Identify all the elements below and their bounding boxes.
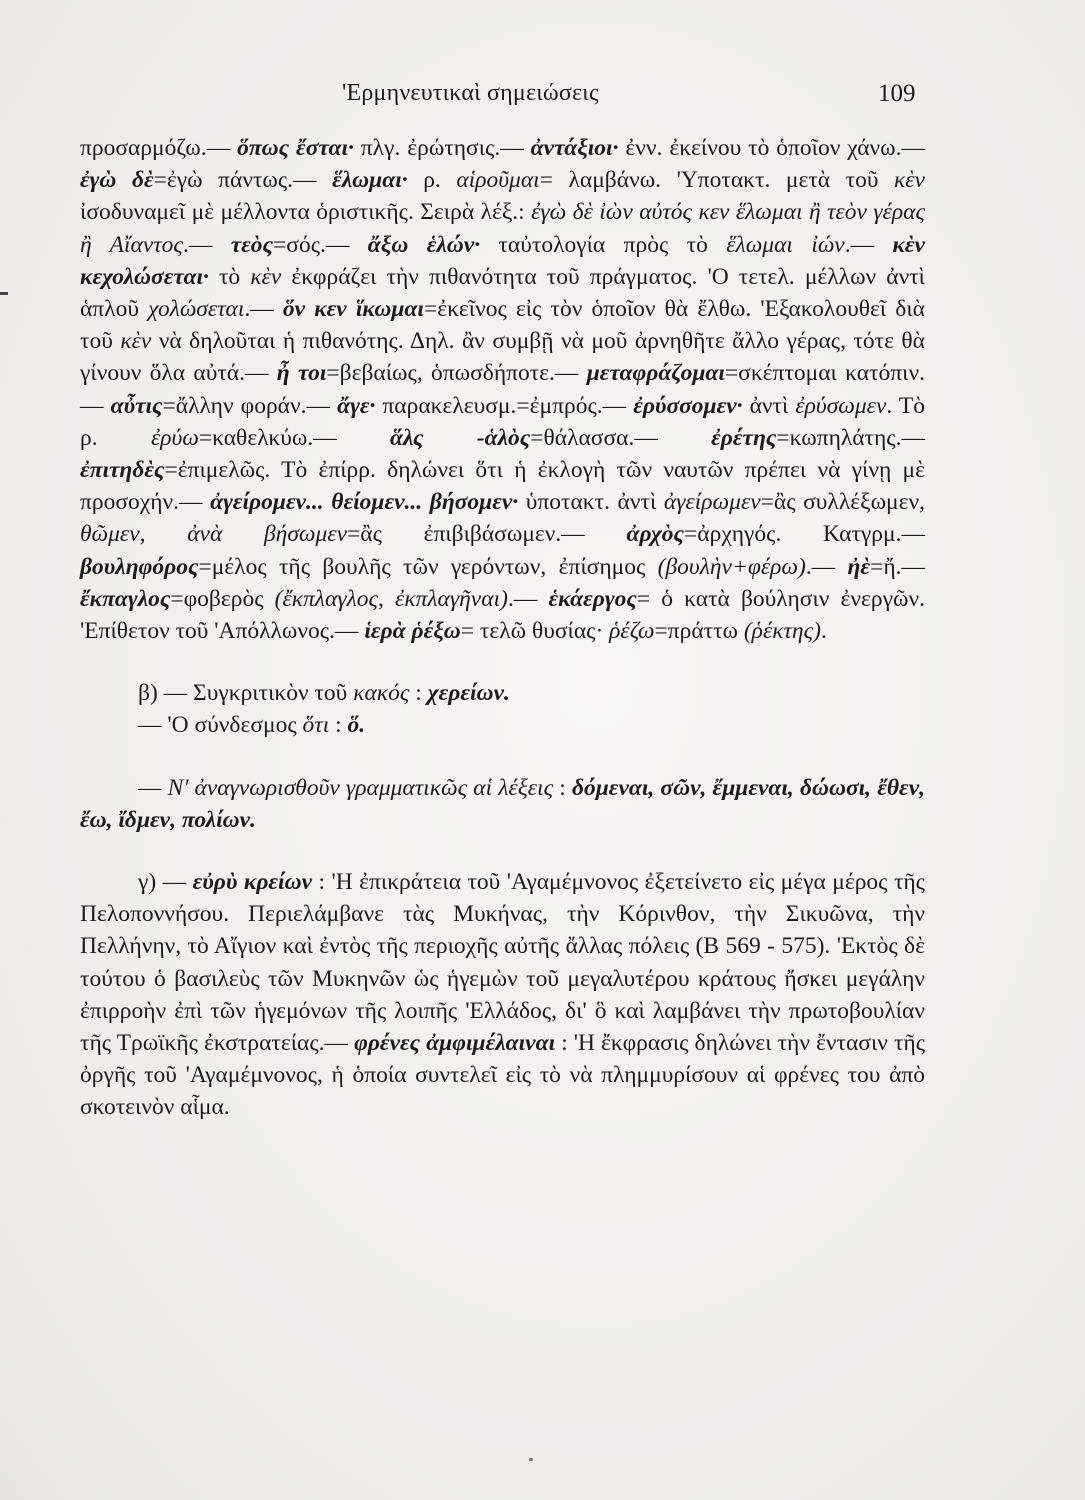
text-run: =φοβερὸς — [170, 585, 275, 612]
text-run: ὑποτακτ. ἀντὶ — [518, 489, 664, 516]
text-run: =ἄλλην φοράν.— — [162, 392, 338, 419]
running-head-title: 'Ερμηνευτικαὶ σημειώσεις — [342, 80, 599, 106]
text-run: ταὐτολογία πρὸς τὸ — [480, 231, 727, 258]
lemma-term: κὲν κεχολώσεται· — [80, 231, 925, 290]
lemma-term: ἱερὰ ῥέξω — [364, 618, 461, 645]
lemma-term: ἐρύσσομεν· — [633, 392, 743, 419]
lemma-term: ὅ. — [347, 712, 366, 739]
lemma-term: ἀντάξιοι· — [530, 135, 619, 161]
cited-form: ἐρύσωμεν — [795, 392, 887, 419]
text-run: =ἀρχηγός. Κατγρμ.— — [684, 521, 925, 548]
text-run: πλγ. ἐρώτησις.— — [353, 135, 531, 161]
text-run: =ἐπιμελῶς. Τὸ ἐπίρρ. δηλώνει ὅτι ἡ ἐκλογὴ τῶν ναυτῶν πρέπει νὰ γίνῃ μὲ προσοχήν.— — [80, 457, 925, 516]
text-run: τὸ — [208, 263, 251, 290]
lemma-term: ἕλωμαι· — [332, 167, 408, 194]
text-run: = λαμβάνω. 'Υποτακτ. μετὰ τοῦ — [539, 167, 895, 194]
cited-form: (ἔκπλαγλος, ἐκπλαγῆναι) — [274, 585, 508, 612]
text-run: = ὁ κατὰ βούλησιν ἐνεργῶν. 'Επίθετον τοῦ 'Απόλλωνος.— — [80, 585, 925, 645]
cited-form: ἐγὼ δὲ ἰὼν αὐτός κεν ἕλωμαι ἢ τεὸν γέρας ἢ Αἴαντος — [80, 199, 925, 258]
text-run: =σκέπτομαι κατόπιν.— — [80, 360, 925, 419]
cited-form: κὲν — [894, 167, 925, 194]
text-run: .— — [182, 231, 231, 258]
cited-form: ῥέζω — [609, 618, 655, 645]
cited-form: ἕλωμαι ἰών — [726, 231, 845, 258]
cited-form: κὲν — [250, 263, 282, 290]
conjunction-note — [80, 709, 925, 741]
text-run: β) — Συγκριτικὸν τοῦ — [138, 680, 354, 707]
cited-form: χολώσεται — [148, 296, 245, 323]
scan-speck — [529, 1458, 533, 1461]
text-run: =ἂς ἐπιβιβάσωμεν.— — [347, 521, 627, 548]
text-run: προσαρμόζω.— — [80, 135, 238, 161]
text-run: .— — [844, 231, 893, 258]
lemma-term: ἐπιτηδὲς — [80, 457, 165, 484]
text-run: : — [553, 774, 572, 801]
text-run: =ἐγὼ πάντως.— — [153, 167, 333, 194]
text-run: =ἤ.— — [870, 553, 925, 580]
lemma-term: ἄξω ἑλών· — [367, 231, 481, 258]
cited-form: ὅτι — [302, 712, 330, 739]
text-run: ἐκφράζει τὴν πιθανότητα τοῦ πράγματος. 'Ο τετελ. μέλλων ἀντὶ ἁπλοῦ — [80, 263, 925, 323]
text-run: = τελῶ θυσίας· — [460, 618, 610, 645]
cited-form: (βουλὴν+φέρω) — [657, 553, 806, 580]
cited-form: ἀγείρωμεν — [663, 489, 761, 516]
text-run: : 'Η ἔκφρασις δηλώνει τὴν ἔντασιν τῆς ὀργῆς τοῦ 'Αγαμέμνονος, ἡ ὁποία συντελεῖ εἰς τὸ νὰ πλημμυρίσουν αἱ φρένες του ἀπὸ σκοτεινὸν αἷμα. — [80, 1030, 925, 1121]
lemma-term: ἔκπαγλος — [80, 585, 171, 612]
agamemnon-note-paragraph — [80, 866, 925, 1124]
text-run: ἰσοδυναμεῖ μὲ μέλλοντα ὁριστικῆς. Σειρὰ λέξ.: — [80, 199, 532, 226]
text-run: . Τὸ ρ. — [80, 392, 925, 451]
text-run: .— — [507, 585, 549, 612]
text-run: =ἂς συλλέξωμεν, — [760, 489, 926, 516]
lemma-term: ἑκάεργος — [548, 585, 637, 612]
text-run: ἀντὶ — [742, 392, 796, 419]
text-run: .— — [244, 296, 283, 323]
lemma-term: ἦ τοι — [276, 360, 327, 387]
cited-form: αἱροῦμαι — [456, 167, 540, 194]
lemma-term: χερείων. — [427, 680, 510, 707]
text-run: =σός.— — [273, 231, 368, 258]
text-run: . — [820, 618, 827, 645]
lemma-term: ἐγὼ δὲ — [80, 167, 154, 194]
lemma-term: ὅπως ἔσται· — [237, 135, 354, 161]
lemma-term: ἄγε· — [337, 392, 376, 419]
body-text — [80, 132, 925, 1124]
text-run: νὰ δηλοῦται ἡ πιθανότης. Δηλ. ἂν συμβῇ νὰ μοῦ ἀρνηθῆτε ἄλλο γέρας, τότε θὰ γίνουν ὅλα αὐτά.— — [80, 328, 925, 387]
lemma-term: τεὸς — [230, 231, 274, 258]
text-run: γ) — — [138, 869, 193, 896]
text-run: παρακελευσμ.=ἐμπρός.— — [375, 392, 634, 419]
comparative-note — [80, 677, 925, 709]
text-run: ἐνν. ἐκείνου τὸ ὁποῖον χάνω.— — [618, 135, 925, 161]
lemma-term: ἠὲ — [847, 553, 871, 580]
lemma-term: ἀρχὸς — [626, 521, 685, 548]
text-run: =ἐκεῖνος εἰς τὸν ὁποῖον θὰ ἔλθω. 'Εξακολουθεῖ διὰ τοῦ — [80, 296, 925, 355]
cited-form: κὲν — [120, 328, 152, 355]
grammar-exercise — [80, 772, 925, 836]
cited-form: (ῥέκτης) — [743, 618, 821, 645]
text-run: .— — [805, 553, 848, 580]
lemma-term: ἐρέτης — [711, 424, 777, 451]
scan-margin-mark — [0, 292, 8, 295]
text-run: =πράττω — [654, 618, 744, 645]
lemma-term: φρένες ἀμφιμέλαιναι — [354, 1030, 556, 1057]
text-run: =μέλος τῆς βουλῆς τῶν γερόντων, ἐπίσημος — [198, 553, 658, 580]
lemma-term: δόμεναι, σῶν, ἔμμεναι, δώωσι, ἔθεν, ἔω, ἴδμεν, πολίων. — [80, 774, 925, 833]
text-run: =καθελκύω.— — [198, 424, 391, 451]
lemma-term: ἀγείρομεν... θείομεν... βήσομεν· — [210, 489, 519, 516]
lemma-term: ἅλς -ἁλὸς — [390, 424, 531, 451]
cited-form: ἐρύω — [150, 424, 199, 451]
lemma-term: αὖτις — [110, 392, 163, 419]
cited-form: θῶμεν, ἀνὰ βήσωμεν — [80, 521, 348, 548]
text-run: ρ. — [407, 167, 457, 194]
cited-form: κακός — [353, 680, 410, 707]
text-run: : — [329, 712, 348, 739]
text-run: — 'Ο σύνδεσμος — [138, 712, 303, 739]
text-run: : 'Η ἐπικράτεια τοῦ 'Αγαμέμνονος ἐξετείνετο εἰς μέγα μέρος τῆς Πελοποννήσου. Περιελάμβανε τὰς Μυκήνας, τὴν Κόρινθον, τὴν Σικυῶνα, τὴν Πελλήνην, τὸ Αἴγιον καὶ ἐντὸς τῆς περιοχῆς αὐτῆς ἄλλας πόλεις (Β 569 - 575). 'Εκτὸς δὲ τούτου ὁ βασιλεὺς τῶν Μυκηνῶν ὡς ἡγεμὼν τοῦ μεγαλυτέρου κράτους ἤσκει μεγάλην ἐπιρροὴν ἐπὶ τῶν ἡγεμόνων τῆς λοιπῆς 'Ελλάδος, δι' ὃ καὶ λαμβάνει τὴν πρωτοβουλίαν τῆς Τρωϊκῆς ἐκστρατείας.— — [80, 869, 925, 1057]
text-run: =βεβαίως, ὁπωσδήποτε.— — [326, 360, 587, 387]
text-run: =θάλασσα.— — [530, 424, 712, 451]
commentary-notes-paragraph — [80, 132, 925, 647]
lemma-term: ὅν κεν ἵκωμαι — [282, 296, 424, 323]
text-run: =κωπηλάτης.— — [776, 424, 925, 451]
lemma-term: μεταφράζομαι — [586, 360, 725, 387]
text-run: — — [138, 774, 168, 801]
lemma-term: βουληφόρος — [80, 553, 199, 580]
lemma-term: εὐρὺ κρείων — [192, 869, 313, 896]
text-run: : — [409, 680, 428, 707]
cited-form: Ν' ἀναγνωρισθοῦν γραμματικῶς αἱ λέξεις — [167, 774, 554, 801]
page-number: 109 — [878, 80, 916, 107]
